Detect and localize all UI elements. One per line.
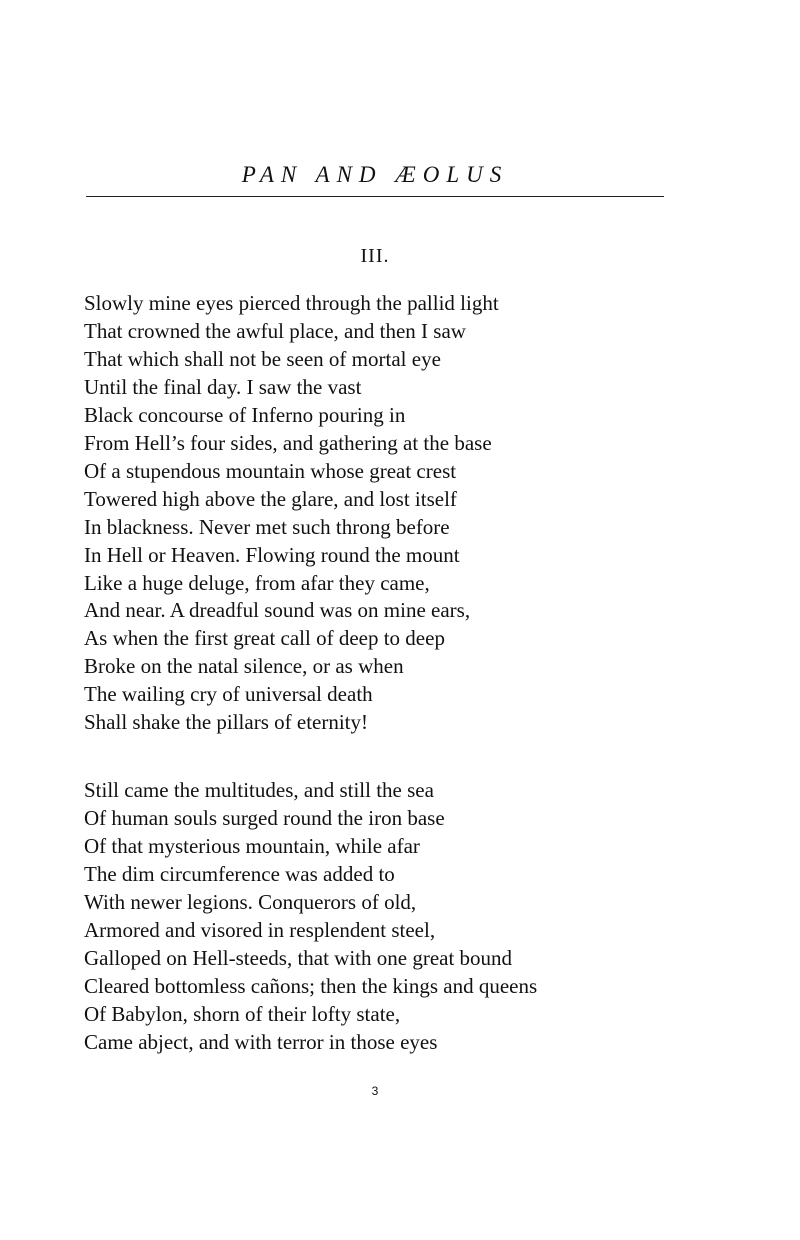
poem-line: Like a huge deluge, from afar they came, [84, 570, 430, 595]
stanza-1 [84, 290, 499, 737]
running-head: PAN AND ÆOLUS [241, 162, 509, 187]
poem-line: Until the final day. I saw the vast [84, 374, 362, 399]
poem-line: The wailing cry of universal death [84, 682, 373, 707]
poem-line: Of that mysterious mountain, while afar [84, 833, 420, 858]
poem-line: In Hell or Heaven. Flowing round the mount [84, 542, 460, 567]
poem-line: In blackness. Never met such throng before [84, 514, 450, 539]
section-number: III. [360, 245, 390, 267]
stanza-2 [84, 777, 537, 1057]
poem-line: Came abject, and with terror in those eyes [84, 1029, 438, 1054]
poem-line: Still came the multitudes, and still the sea [84, 778, 434, 802]
poem-line: Towered high above the glare, and lost itself [84, 486, 457, 511]
poem-line: That which shall not be seen of mortal eye [84, 346, 441, 371]
poem-line: Armored and visored in resplendent steel, [84, 917, 436, 942]
poem-line: Cleared bottomless cañons; then the kings and queens [84, 973, 538, 998]
poem-line: Black concourse of Inferno pouring in [84, 402, 406, 427]
poem-line: Of human souls surged round the iron base [84, 805, 445, 830]
poem-line: Shall shake the pillars of eternity! [84, 710, 369, 735]
poem-line: Broke on the natal silence, or as when [84, 654, 404, 679]
poem-line: Galloped on Hell-steeds, that with one great bound [84, 945, 513, 970]
poem-line: With newer legions. Conquerors of old, [84, 889, 417, 914]
page-number: 3 [371, 1084, 379, 1098]
poem-line: That crowned the awful place, and then I saw [84, 318, 466, 343]
poem-line: Of Babylon, shorn of their lofty state, [84, 1001, 401, 1026]
header-rule [86, 196, 664, 197]
poem-line: And near. A dreadful sound was on mine ears, [84, 598, 471, 623]
poem-line: From Hell’s four sides, and gathering at the base [84, 430, 492, 455]
poem-line: Of a stupendous mountain whose great crest [84, 458, 457, 483]
poem-line: As when the first great call of deep to deep [84, 626, 445, 651]
poem-line: Slowly mine eyes pierced through the pallid light [84, 291, 499, 315]
poem-line: The dim circumference was added to [84, 861, 395, 886]
